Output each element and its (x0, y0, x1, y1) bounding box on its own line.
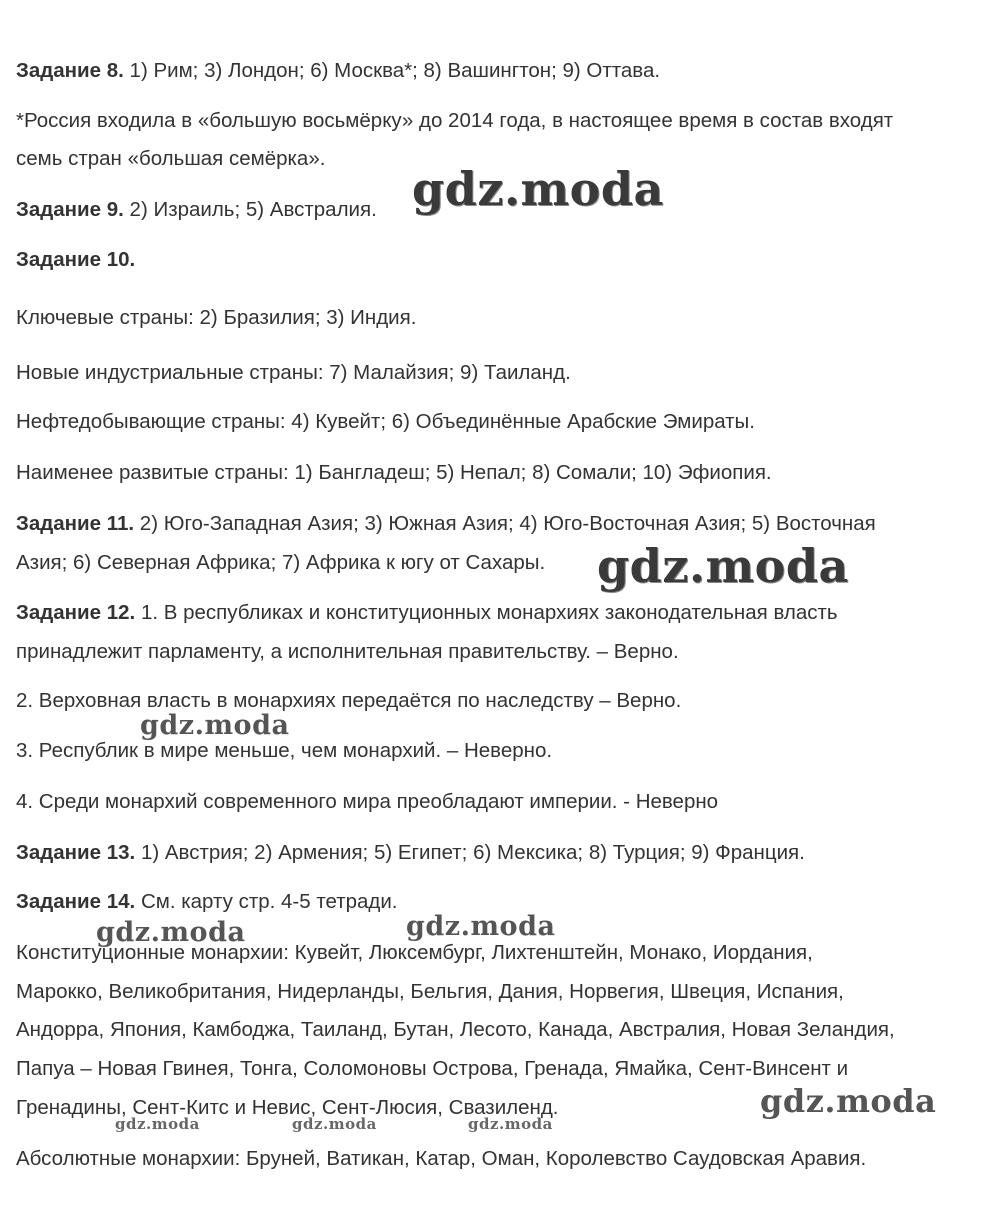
task11-line1 (16, 512, 876, 536)
task14-const-line5: Гренадины, Сент-Китс и Невис, Сент-Люсия, Свазиленд. (16, 1096, 559, 1119)
task10-oil-countries: Нефтедобывающие страны: 4) Кувейт; 6) Объединённые Арабские Эмираты. (16, 410, 755, 433)
task12-label: Задание 12. (16, 601, 136, 624)
task10-nic-countries: Новые индустриальные страны: 7) Малайзия; 9) Таиланд. (16, 361, 571, 384)
task14-label: Задание 14. (16, 890, 136, 913)
task12-s1: 1. В республиках и конституционных монархиях законодательная власть (135, 601, 838, 624)
task13-text: 1) Австрия; 2) Армения; 5) Египет; 6) Мексика; 8) Турция; 9) Франция. (135, 841, 805, 864)
task14-line (16, 890, 398, 914)
task14-absolute: Абсолютные монархии: Бруней, Ватикан, Катар, Оман, Королевство Саудовская Аравия. (16, 1147, 867, 1170)
watermark-logo: gdz.moda (292, 1115, 377, 1133)
task8-text: 1) Рим; 3) Лондон; 6) Москва*; 8) Вашингтон; 9) Оттава. (123, 59, 661, 82)
task14-const-line2: Марокко, Великобритания, Нидерланды, Бельгия, Дания, Норвегия, Швеция, Испания, (16, 980, 844, 1003)
task8-line (16, 59, 660, 83)
task12-line1 (16, 601, 838, 625)
watermark-logo: gdz.moda (406, 911, 556, 942)
task9-line (16, 198, 377, 222)
task11-text: 2) Юго-Западная Азия; 3) Южная Азия; 4) Юго-Восточная Азия; 5) Восточная (134, 512, 876, 535)
watermark-logo: gdz.moda (115, 1115, 200, 1133)
task10-label: Задание 10. (16, 248, 136, 271)
task8-label: Задание 8. (16, 59, 124, 82)
task11-line2: Азия; 6) Северная Африка; 7) Африка к югу от Сахары. (16, 551, 546, 574)
task9-text: 2) Израиль; 5) Австралия. (123, 198, 377, 221)
watermark-logo: gdz.moda (140, 710, 290, 741)
task12-s1-line2: принадлежит парламенту, а исполнительная правительству. – Верно. (16, 640, 679, 663)
watermark-logo: gdz.moda (412, 162, 664, 216)
task14-const-line3: Андорра, Япония, Камбоджа, Таиланд, Бутан, Лесото, Канада, Австралия, Новая Зеландия, (16, 1018, 895, 1041)
task13-label: Задание 13. (16, 841, 136, 864)
task8-note-line2: семь стран «большая семёрка». (16, 147, 326, 170)
task11-label: Задание 11. (16, 512, 135, 535)
watermark-logo: gdz.moda (468, 1115, 553, 1133)
task10-ldc-countries: Наименее развитые страны: 1) Бангладеш; 5) Непал; 8) Сомали; 10) Эфиопия. (16, 461, 772, 484)
task12-s4: 4. Среди монархий современного мира преобладают империи. - Неверно (16, 790, 719, 813)
watermark-logo: gdz.moda (597, 539, 849, 593)
task14-const-line4: Папуа – Новая Гвинея, Тонга, Соломоновы Острова, Гренада, Ямайка, Сент-Винсент и (16, 1057, 849, 1080)
task8-note-line1: *Россия входила в «большую восьмёрку» до 2014 года, в настоящее время в состав входят (16, 109, 894, 132)
task12-s3: 3. Республик в мире меньше, чем монархий. – Неверно. (16, 739, 553, 762)
task14-const-line1: Конституционные монархии: Кувейт, Люксембург, Лихтенштейн, Монако, Иордания, (16, 941, 813, 964)
watermark-logo: gdz.moda (760, 1082, 937, 1120)
task9-label: Задание 9. (16, 198, 124, 221)
watermark-logo: gdz.moda (96, 917, 246, 948)
task10-key-countries: Ключевые страны: 2) Бразилия; 3) Индия. (16, 306, 417, 329)
task14-text: См. карту стр. 4-5 тетради. (135, 890, 398, 913)
task12-s2: 2. Верховная власть в монархиях передаётся по наследству – Верно. (16, 689, 682, 712)
task13-line (16, 841, 805, 865)
